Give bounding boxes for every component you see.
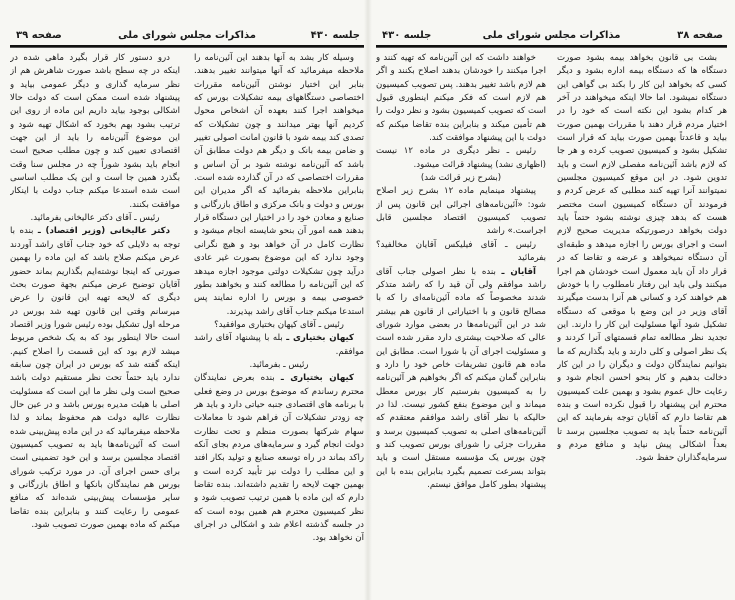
session-number: جلسه ۴۳۰ — [382, 30, 432, 41]
body-paragraph: بشت بی قانون بخواهد بیمه بشود صورت دستگاه ها که دستگاه بیمه اداره بشود و دیگر کسی که بخواهد این کار را بکند بی گواهی این دستگاه نمیشود. اما حالا اینکه میخواهند در آخر هر کدام بشود این نکته است که خود را در اختیار مردم قرار دهند با مقررات بهمین صورت بیاید و قاعدتاً بهمین صورت بیاید که قرار است تشکیل بشود و کمیسیون تصویب کرده و هر جا که لازم باشد آئین‌نامه مفصلی لازم است و باید تدوین شود. در این موقع کمیسیون مجلسین نمیتوانند آنرا تهیه کنند مطلبی که عرض کردم و فرمودند آن دستگاه کمیسیون است مختصر هست که بدهد چیزی نوشته بشود حتماً باید دولت بخواهد درصورتیکه مدیریت صحیح لازم است و اجرای بورس را اجازه میدهد و طبقه‌ای آن دستگاه نمیخواهد و عرضه و تقاضا که در قرار داد آن باید معمول است خودشان هم اجرا میکنند ولی باید این رفتار نامطلوب را با خودش هم خواهند کرد و کسانی هم آنرا بدست میگیرند آقای وزیر در این وضع با موقعی که دستگاه تشکیل شود آنها مسئولیت این کار را دارند. این تجدید نظر مطالعه تمام قسمتهای آنرا کردند و یک نظر اصولی و کلی دارند و باید بگذاریم که ما بتوانیم نمایندگان دولت و دیگران را در این کار دخالت بدهیم و کار بنحو احسن انجام شود و رعایت حال عموم بشود و بهمین علت کمیسیون محترم این پیشنهاد را قبول نکرده است و بنده هم تقاضا دارم که آقایان توجه بفرمایند که این آئین‌نامه حتماً باید به تصویب مجلسین برسد تا بعداً اشکالی پیش نیاید و منافع مردم و سرمایه‌گذاران حفظ شود. — [557, 53, 727, 464]
page-number: صفحه ۳۸ — [677, 30, 723, 41]
body-paragraph: رئیس ـ نظر دیگری در ماده ۱۲ نیست (اظهاری نشد) پیشنهاد قرائت میشود. — [376, 146, 546, 170]
speech-text: بنده با نظر اصولی جناب آقای راشد موافقم ولی آن قید را که راشد متذکر شدند مخصوصاً که ماده آئین‌نامه‌ای را که با مصالح قانون و با اختیاراتی از قانون هم بیشتر شد در این آئین‌نامه‌ها در بعضی موارد شورای عالی که صلاحیت بیشتری دارد مقرر شده است و مسئولیت اجرای آن با شورا است. مطابق این ماده هم قانون تشریفات خاص خود را دارد و بنابراین گمان میکنم که اگر بخواهیم هر آئین‌نامه را به کمیسیون بفرستیم کار بورس معطل میماند و این موضوع بنفع کشور نیست. لذا در حالیکه با نظر آقای راشد موافقم معتقدم که آئین‌نامه‌های اصلی به تصویب کمیسیون برسد و مقررات جزئی را شورای بورس تصویب کند و چون بورس یک مؤسسه مستقل است و باید بتواند بسرعت تصمیم بگیرد بنابراین بنده با این پیشنهاد بطور کامل موافق نیستم. — [376, 266, 546, 490]
page-39 — [10, 28, 364, 594]
chair-remark: (بشرح زیر قرائت شد) — [420, 173, 502, 184]
speech-text: بنده با توجه به دلایلی که خود جناب آقای راشد آوردند عرض میکنم صلاح باشد که این ماده را بهمین صورتی که اینجا نوشته‌ایم بگذاریم بماند حضور آقایان توضیح عرض میکنم بجهة صورت بحث دیگری که لایحه تهیه این قانون را عرض میرسانم وقتی این قانون تهیه شد بورس در مرحله اول تشکیل بوده رئیس شورا وزیر اقتصاد است حالا اینطور بود که به یک شخص مربوط میشد لازم بود که این قسمت را اصلاح کنیم. اینکه گفته شد که بورس در ایران چون سابقه ندارد باید حتماً تحت نظر مستقیم دولت باشد صحیح است ولی نظر ما این است که مسئولیت اصلی با هیئت مدیره بورس باشد و در عین حال نظارت عالیه دولت هم محفوظ بماند و لذا ملاحظه میفرمائید که در این ماده پیش‌بینی شده است که آئین‌نامه‌ها باید به تصویب کمیسیون اقتصاد مجلسین برسد و این خود تضمینی است برای حسن اجرای آن. در مورد ترکیب شورای بورس هم نمایندگان بانکها و اطاق بازرگانی و سایر مؤسسات پیش‌بینی شده‌اند که منافع عمومی را رعایت کنند و بنابراین بنده تقاضا میکنم که ماده بهمین صورت تصویب شود. — [10, 226, 180, 531]
speaker-paragraph — [194, 332, 364, 359]
speaker-paragraph — [194, 372, 364, 545]
page-gutter — [364, 0, 372, 600]
text-column-left — [376, 52, 546, 594]
session-number: جلسه ۴۳۰ — [310, 30, 360, 41]
running-title: مذاکرات مجلس شورای ملی — [118, 30, 256, 41]
page-number: صفحه ۳۹ — [16, 30, 62, 41]
speaker-name: کیهان بختیاری ـ — [286, 333, 354, 344]
page-header — [10, 28, 364, 44]
body-paragraph: خواهند داشت که این آئین‌نامه که تهیه کنند و اجرا میکنند را خودشان بدهند اصلاح بکنند و اگر هم لازم باشد تغییر بدهند. پس تصویب کمیسیون هم لازم است که فکر میکنم اینطوری قبول است که تصویب کمیسیون بشود و نظر دولت را هم تأمین میکند و بنابراین بنده تقاضا میکنم که دولت با این پیشنهاد موافقت کند. — [376, 53, 546, 144]
chair-remark: رئیس ـ آقای دکتر عالیخانی بفرمائید. — [30, 213, 160, 224]
body-paragraph: وسیله کار بشد به آنها بدهند این آئین‌نامه را ملاحظه میفرمائید که آنها میتوانند تغییر بدهند. بنابر این اختیار نوشتن آئین‌نامه مقررات اختصاصی دستگاههای بیمه تشکیلات بورس که میخواهند اجرا کنند بعهده آن اشخاص محول کردیم آنها بهتر میدانند و چون تشکیلات که تصدی کند بیمه شود با قانون امانت اصولی تغییر و ضامن بیمه بانک و دیگر هم دولت مطابق آن باشد که آئین‌نامه نوشته شود بر آن اساس و مقررات اختصاصی که در آن گذارده شده است. بنابراین ملاحظه بفرمائید که اگر مدیران این بورس و دولت و بانک مرکزی و اطاق بازرگانی و صنایع و معادن خود را در اختیار این دستگاه قرار بدهند همه امور آن بنحو شایسته انجام میشود و نظارت کامل در آن خواهد بود و هیچ نگرانی وجود ندارد که این موضوع بصورت غیر عادی درآید چون تشکیلات دولتی موجود اجازه میدهد که این آئین‌نامه را مطالعه کنند و بخواهند بطور خصوصی بیمه و بورس را اداره نمایند پس استدعا میکنم جناب آقای راشد بپذیرند. — [194, 53, 364, 317]
text-column-left — [10, 52, 180, 594]
body-paragraph: درو دستور کار قرار بگیرد ماهی شده در اینکه در چه سطح باشد صورت شاهرش هم از نظر سرمایه گذاری و دیگر عمومی بیاید و پیشنهاد شده است ممکن است که دولت حالا اشکالی بوجود بیاید داریم این ماده از روی این ترتیب بشود بهم بخورد که اشکال تهیه شود و این موضوع آئین‌نامه را باید از این جهت اقتصادی تعیین کند و چون مطلب صحیح است انجام باید بشود شوراً چه در مجلس سنا وقت بگذرد همین جا است و این یک مطلب اساسی است شده استدعا میکنم جناب دولت با اینکار موافقت بکنند. — [10, 53, 180, 210]
chair-remark: رئیس ـ آقای کیهان بختیاری موافقید؟ — [214, 319, 344, 330]
page-38 — [376, 28, 727, 594]
speech-text: بنده بعرض نمایندگان محترم رساندم که موضوع بورس در وضع فعلی با برنامه های اقتصادی جنبه حیاتی دارد و باید هر چه زودتر تشکیلات آن فراهم شود تا معاملات سهام شرکتها بصورت منظم و تحت نظارت دولت انجام گیرد و سرمایه‌های مردم بجای آنکه راکد بماند در راه توسعه صنایع و تولید بکار افتد و این مطلب را دولت نیز تأیید کرده است و بهمین جهت لایحه را تقدیم داشته‌اند. بنده تقاضا دارم که این ماده با همین ترتیب تصویب شود و نظر کمیسیون محترم هم همین بوده است که در جلسه گذشته اعلام شد و اشکالی در اجرای آن نخواهد بود. — [194, 373, 364, 544]
speaker-name: کیهان بختیاری ـ — [280, 373, 355, 384]
running-title: مذاکرات مجلس شورای ملی — [482, 30, 621, 41]
speaker-name: دکتر عالیخانی (وزیر اقتصاد) ـ — [37, 226, 170, 237]
header-rule — [376, 45, 727, 48]
speaker-paragraph — [376, 266, 546, 493]
body-paragraph: رئیس ـ آقای فیلیکس آقایان مخالفید؟ بفرمائید — [376, 239, 546, 264]
speaker-name: آقایان ـ — [501, 266, 536, 277]
page-header — [376, 28, 727, 44]
text-column-right — [557, 52, 727, 594]
speaker-paragraph — [10, 225, 180, 532]
speech-text: بله با پیشنهاد آقای راشد موافقم. — [194, 333, 364, 357]
text-column-right — [194, 52, 364, 594]
chair-remark: رئیس ـ بفرمائید. — [249, 359, 309, 370]
header-rule — [10, 45, 364, 48]
body-paragraph: پیشنهاد مینمایم ماده ۱۲ بشرح زیر اصلاح شود: «آئین‌نامه‌های اجرائی این قانون پس از تصویب کمیسیون اقتصاد مجلسین قابل اجراست.» راشد — [376, 186, 546, 237]
